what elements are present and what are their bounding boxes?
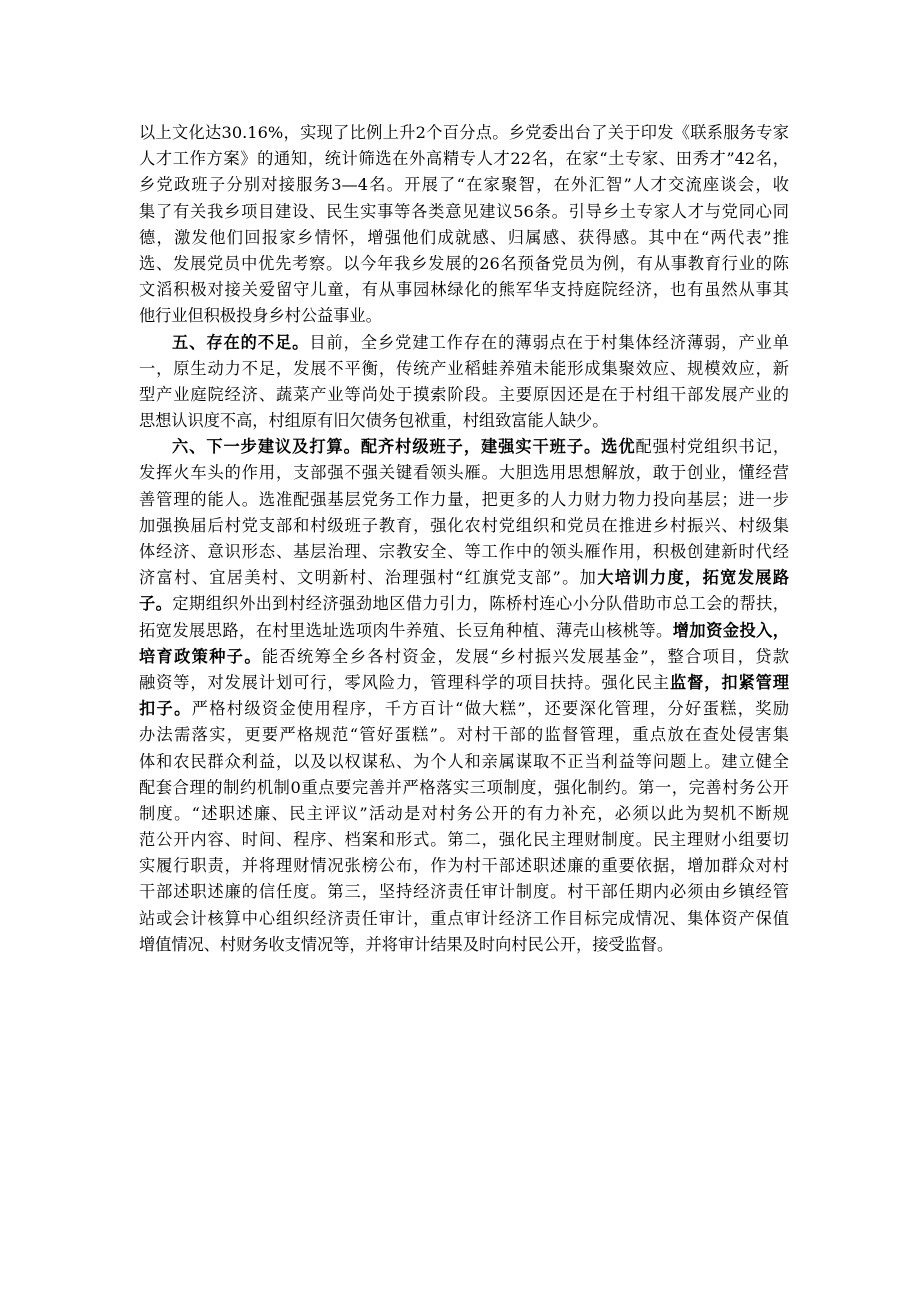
text-line <box>139 591 789 617</box>
body-text: 增值情况、村财务收支情况等，并将审计结果及时向村民公开，接受监督。 <box>139 934 674 954</box>
text-line <box>139 199 789 225</box>
body-text: 善管理的能人。选准配强基层党务工作力量，把更多的人力财力物力投向基层；进一步 <box>139 489 789 509</box>
body-text: 配强村党组织书记， <box>635 437 790 457</box>
text-line <box>139 434 789 460</box>
bold-heading-text: 增加资金投入， <box>672 620 789 640</box>
body-text: 制度。“述职述廉、民主评议”活动是对村务公开的有力补充，必须以此为契机不断规 <box>139 803 789 823</box>
text-line <box>139 722 789 748</box>
body-text: 一，原生动力不足，发展不平衡，传统产业稻蛙养殖未能形成集聚效应、规模效应，新 <box>139 358 789 378</box>
body-text: 严格村级资金使用程序，千方百计“做大糕”，还要深化管理，分好蛋糕，奖励 <box>191 699 790 719</box>
text-line <box>139 303 789 329</box>
text-line <box>139 670 789 696</box>
bold-heading-text: 五、存在的不足。 <box>172 332 310 352</box>
body-text: 人才工作方案》的通知，统计筛选在外高精专人才22名，在家“土专家、田秀才”42名， <box>139 149 789 169</box>
text-line <box>139 408 789 434</box>
text-line <box>139 775 789 801</box>
document-body <box>139 120 789 958</box>
text-line <box>139 225 789 251</box>
text-line <box>139 906 789 932</box>
body-text: 实履行职责，并将理财情况张榜公布，作为村干部述职述廉的重要依据，增加群众对村 <box>139 856 789 876</box>
body-text: 加强换届后村党支部和村级班子教育，强化农村党组织和党员在推进乡村振兴、村级集 <box>139 515 789 535</box>
text-line <box>139 618 789 644</box>
text-line <box>139 251 789 277</box>
body-text: 思想认识度不高，村组原有旧欠债务包袱重，村组致富能人缺少。 <box>139 411 609 431</box>
bold-heading-text: 扣子。 <box>139 699 192 719</box>
body-text: 德，激发他们回报家乡情怀，增强他们成就感、归属感、获得感。其中在“两代表”推 <box>139 227 789 247</box>
text-line <box>139 487 789 513</box>
body-text: 体经济、意识形态、基层治理、宗教安全、等工作中的领头雁作用，积极创建新时代经 <box>139 542 789 561</box>
text-line <box>139 277 789 303</box>
text-line <box>139 932 789 958</box>
body-text: 文滔积极对接关爱留守儿童，有从事园林绿化的熊军华支持庭院经济，也有虽然从事其 <box>139 280 789 300</box>
body-text: 范公开内容、时间、程序、档案和形式。第二，强化民主理财制度。民主理财小组要切 <box>139 830 789 850</box>
body-text: 他行业但积极投身乡村公益事业。 <box>139 306 382 326</box>
text-line <box>139 565 789 591</box>
body-text: 选、发展党员中优先考察。以今年我乡发展的26名预备党员为例，有从事教育行业的陈 <box>139 253 789 273</box>
text-line <box>139 460 789 486</box>
text-line <box>139 827 789 853</box>
body-text: 集了有关我乡项目建设、民生实事等各类意见建议56条。引导乡土专家人才与党同心同 <box>139 201 789 221</box>
body-text: 以上文化达30.16%，实现了比例上升2个百分点。乡党委出台了关于印发《联系服务专家 <box>139 123 789 142</box>
text-line <box>139 749 789 775</box>
text-line <box>139 801 789 827</box>
body-text: 站或会计核算中心组织经济责任审计，重点审计经济工作目标完成情况、集体资产保值 <box>139 908 789 928</box>
text-line <box>139 356 789 382</box>
text-line <box>139 696 789 722</box>
text-line <box>139 172 789 198</box>
body-text: 济富村、宜居美村、文明新村、治理强村“红旗党支部”。加 <box>139 568 598 588</box>
text-line <box>139 879 789 905</box>
text-line <box>139 120 789 146</box>
bold-heading-text: 监督，扣紧管理 <box>670 672 789 692</box>
body-text: 能否统筹全乡各村资金，发展“乡村振兴发展基金”，整合项目，贷款 <box>261 646 789 666</box>
body-text: 办法需落实，更要严格规范“管好蛋糕”。对村干部的监督管理，重点放在查处侵害集 <box>139 725 789 745</box>
body-text: 干部述职述廉的信任度。第三，坚持经济责任审计制度。村干部任期内必须由乡镇经管 <box>139 882 789 902</box>
text-line <box>139 513 789 539</box>
bold-heading-text: 子。 <box>139 594 173 614</box>
text-line <box>139 539 789 565</box>
text-line <box>139 330 789 356</box>
body-text: 定期组织外出到村经济强劲地区借力引力，陈桥村连心小分队借助市总工会的帮扶， <box>172 594 789 614</box>
text-line <box>139 146 789 172</box>
body-text: 融资等，对发展计划可行，零风险力，管理科学的项目扶持。强化民主 <box>139 672 671 692</box>
body-text: 发挥火车头的作用，支部强不强关键看领头雁。大胆选用思想解放，敢于创业，懂经营 <box>139 463 789 483</box>
body-text: 体和农民群众利益，以及以权谋私、为个人和亲属谋取不正当利益等问题上。建立健全 <box>139 751 789 771</box>
body-text: 型产业庭院经济、蔬菜产业等尚处于摸索阶段。主要原因还是在于村组干部发展产业的 <box>139 384 789 404</box>
body-text: 乡党政班子分别对接服务3—4名。开展了“在家聚智，在外汇智”人才交流座谈会，收 <box>139 175 789 195</box>
bold-heading-text: 六、下一步建议及打算。配齐村级班子，建强实干班子。选优 <box>172 437 636 457</box>
text-line <box>139 644 789 670</box>
body-text: 拓宽发展思路，在村里选址选项肉牛养殖、长豆角种植、薄壳山核桃等。 <box>139 620 673 640</box>
bold-heading-text: 大培训力度，拓宽发展路 <box>597 568 789 588</box>
body-text: 配套合理的制约机制0重点要完善并严格落实三项制度，强化制约。第一，完善村务公开 <box>139 777 789 797</box>
body-text: 目前，全乡党建工作存在的薄弱点在于村集体经济薄弱，产业单 <box>309 332 789 352</box>
text-line <box>139 853 789 879</box>
bold-heading-text: 培育政策种子。 <box>139 646 262 666</box>
text-line <box>139 382 789 408</box>
